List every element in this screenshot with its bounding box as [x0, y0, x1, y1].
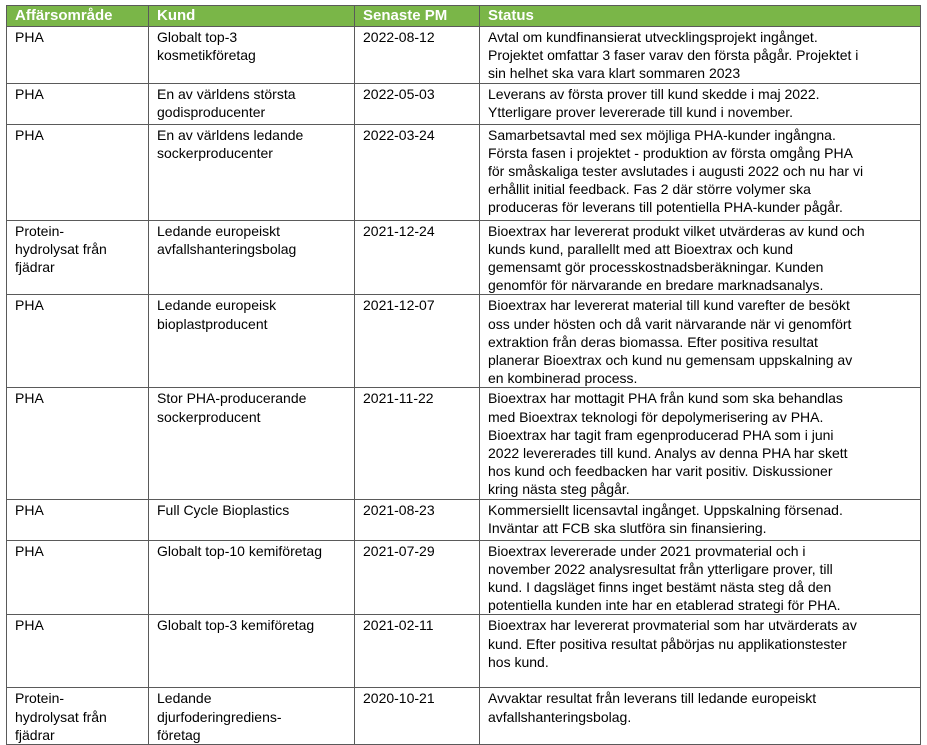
cell-status: Bioextrax har levererat produkt vilket utvärderas av kund och kunds kund, parallellt med att Bioextrax och kund gemensamt gör processkostnadsberäkningar. Kunden genomför för närvarande en bredare marknadsanalys. [480, 220, 921, 295]
cell-status: Avvaktar resultat från leverans till ledande europeiskt avfallshanteringsbolag. [480, 688, 921, 745]
cell-customer: Globalt top-3 kosmetikföretag [149, 27, 355, 84]
customer-status-table-wrapper [6, 5, 920, 745]
cell-business-area: PHA [7, 540, 149, 615]
cell-customer: En av världens ledande sockerproducenter [149, 124, 355, 220]
cell-status: Bioextrax har levererat provmaterial som har utvärderats av kund. Efter positiva resultat påbörjas nu applikationstester hos kund. [480, 615, 921, 688]
header-latest-pm: Senaste PM [355, 6, 480, 27]
cell-latest-pm: 2020-10-21 [355, 688, 480, 745]
table-row [7, 27, 921, 84]
cell-business-area: PHA [7, 388, 149, 499]
cell-status: Bioextrax levererade under 2021 provmaterial och i november 2022 analysresultat från ytterligare prover, till kund. I dagsläget finns inget bestämt nästa steg då den potentiella kunden inte har en etablerad strategi för PHA. [480, 540, 921, 615]
table-row [7, 499, 921, 540]
cell-status: Samarbetsavtal med sex möjliga PHA-kunder ingångna. Första fasen i projektet - produktion av första omgång PHA för småskaliga tester avslutades i augusti 2022 och nu har vi erhållit initial feedback. Fas 2 där större volymer ska produceras för leverans till potentiella PHA-kunder pågår. [480, 124, 921, 220]
cell-latest-pm: 2022-03-24 [355, 124, 480, 220]
cell-customer: Globalt top-3 kemiföretag [149, 615, 355, 688]
cell-business-area: PHA [7, 83, 149, 124]
cell-business-area: PHA [7, 615, 149, 688]
cell-status: Avtal om kundfinansierat utvecklingsprojekt ingånget. Projektet omfattar 3 faser varav den första pågår. Projektet i sin helhet ska vara klart sommaren 2023 [480, 27, 921, 84]
table-row [7, 388, 921, 499]
cell-customer: Globalt top-10 kemiföretag [149, 540, 355, 615]
cell-latest-pm: 2022-08-12 [355, 27, 480, 84]
cell-status: Leverans av första prover till kund skedde i maj 2022. Ytterligare prover levererade till kund i november. [480, 83, 921, 124]
header-status: Status [480, 6, 921, 27]
table-row [7, 688, 921, 745]
table-row [7, 540, 921, 615]
cell-latest-pm: 2021-11-22 [355, 388, 480, 499]
cell-status: Bioextrax har mottagit PHA från kund som ska behandlas med Bioextrax teknologi för depolymerisering av PHA. Bioextrax har tagit fram egenproducerad PHA som i juni 2022 levererades till kund. Analys av denna PHA har skett hos kund och feedbacken har varit positiv. Diskussioner kring nästa steg pågår. [480, 388, 921, 499]
cell-customer: Ledande europeiskt avfallshanteringsbolag [149, 220, 355, 295]
cell-business-area: PHA [7, 499, 149, 540]
cell-status: Bioextrax har levererat material till kund varefter de besökt oss under hösten och då varit närvarande när vi genomfört extraktion från deras biomassa. Efter positiva resultat planerar Bioextrax och kund nu gemensam uppskalning av en kombinerad process. [480, 295, 921, 388]
cell-business-area: Protein- hydrolysat från fjädrar [7, 220, 149, 295]
cell-customer: En av världens största godisproducenter [149, 83, 355, 124]
table-header-row [7, 6, 921, 27]
table-row [7, 83, 921, 124]
cell-business-area: PHA [7, 27, 149, 84]
cell-customer: Ledande europeisk bioplastproducent [149, 295, 355, 388]
cell-customer: Ledande djurfoderingrediens- företag [149, 688, 355, 745]
table-row [7, 615, 921, 688]
cell-business-area: PHA [7, 295, 149, 388]
cell-business-area: PHA [7, 124, 149, 220]
header-business-area: Affärsområde [7, 6, 149, 27]
cell-latest-pm: 2021-08-23 [355, 499, 480, 540]
cell-latest-pm: 2021-02-11 [355, 615, 480, 688]
cell-latest-pm: 2021-12-24 [355, 220, 480, 295]
cell-latest-pm: 2021-07-29 [355, 540, 480, 615]
customer-status-table [6, 5, 921, 745]
table-row [7, 124, 921, 220]
cell-status: Kommersiellt licensavtal ingånget. Uppskalning försenad. Inväntar att FCB ska slutföra sin finansiering. [480, 499, 921, 540]
cell-business-area: Protein- hydrolysat från fjädrar [7, 688, 149, 745]
cell-customer: Full Cycle Bioplastics [149, 499, 355, 540]
table-row [7, 295, 921, 388]
cell-latest-pm: 2022-05-03 [355, 83, 480, 124]
cell-customer: Stor PHA-producerande sockerproducent [149, 388, 355, 499]
table-row [7, 220, 921, 295]
cell-latest-pm: 2021-12-07 [355, 295, 480, 388]
header-customer: Kund [149, 6, 355, 27]
